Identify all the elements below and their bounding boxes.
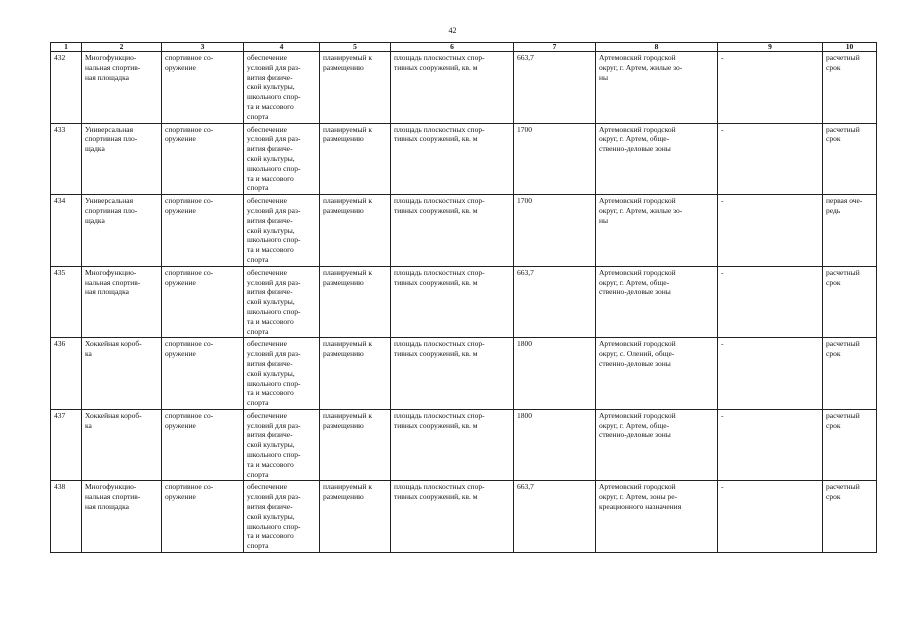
table-cell: Хоккейная короб- ка bbox=[82, 409, 162, 481]
table-cell: спортивное со- оружение bbox=[162, 123, 244, 195]
table-cell: Многофункцио- нальная спортив- ная площадка bbox=[82, 52, 162, 124]
table-cell: планируемый к размещению bbox=[320, 266, 391, 338]
table-cell: Артемовский городской округ, г. Артем, зоны ре- креационного назначения bbox=[596, 481, 718, 553]
table-cell: Артемовский городской округ, г. Артем, жилые зо- ны bbox=[596, 52, 718, 124]
table-cell: Многофункцио- нальная спортив- ная площадка bbox=[82, 481, 162, 553]
table-row bbox=[51, 195, 877, 267]
column-header: 6 bbox=[391, 43, 514, 52]
table-cell: Артемовский городской округ, г. Артем, обще- ственно-деловые зоны bbox=[596, 266, 718, 338]
table-cell: Артемовский городской округ, г. Артем, обще- ственно-деловые зоны bbox=[596, 409, 718, 481]
table-cell: 437 bbox=[51, 409, 82, 481]
table-cell: 1700 bbox=[514, 195, 596, 267]
column-header: 2 bbox=[82, 43, 162, 52]
table-cell: 663,7 bbox=[514, 266, 596, 338]
table-cell: 435 bbox=[51, 266, 82, 338]
column-header: 7 bbox=[514, 43, 596, 52]
table-cell: расчетный срок bbox=[823, 52, 877, 124]
table-cell: 1800 bbox=[514, 409, 596, 481]
table-cell: площадь плоскостных спор- тивных сооружений, кв. м bbox=[391, 52, 514, 124]
table-cell: 432 bbox=[51, 52, 82, 124]
table-row bbox=[51, 123, 877, 195]
table-cell: - bbox=[718, 409, 823, 481]
page-number: 42 bbox=[448, 26, 457, 35]
table-cell: 663,7 bbox=[514, 52, 596, 124]
table-row bbox=[51, 52, 877, 124]
table-cell: площадь плоскостных спор- тивных сооружений, кв. м bbox=[391, 338, 514, 410]
table-cell: площадь плоскостных спор- тивных сооружений, кв. м bbox=[391, 481, 514, 553]
table-cell: Артемовский городской округ, г. Артем, обще- ственно-деловые зоны bbox=[596, 123, 718, 195]
table-cell: расчетный срок bbox=[823, 409, 877, 481]
table-row bbox=[51, 481, 877, 553]
table-cell: - bbox=[718, 338, 823, 410]
table-cell: спортивное со- оружение bbox=[162, 266, 244, 338]
table-cell: планируемый к размещению bbox=[320, 481, 391, 553]
column-header: 1 bbox=[51, 43, 82, 52]
table-cell: расчетный срок bbox=[823, 123, 877, 195]
table-cell: обеспечение условий для раз- вития физиче- ской культуры, школьного спор- та и массового спорта bbox=[244, 409, 320, 481]
column-header: 10 bbox=[823, 43, 877, 52]
column-header: 9 bbox=[718, 43, 823, 52]
column-header: 3 bbox=[162, 43, 244, 52]
table-cell: планируемый к размещению bbox=[320, 409, 391, 481]
table-cell: площадь плоскостных спор- тивных сооружений, кв. м bbox=[391, 195, 514, 267]
table-cell: - bbox=[718, 52, 823, 124]
table-cell: 438 bbox=[51, 481, 82, 553]
table-cell: спортивное со- оружение bbox=[162, 481, 244, 553]
document-table bbox=[50, 42, 877, 553]
table-cell: площадь плоскостных спор- тивных сооружений, кв. м bbox=[391, 409, 514, 481]
table-cell: расчетный срок bbox=[823, 481, 877, 553]
table-cell: обеспечение условий для раз- вития физиче- ской культуры, школьного спор- та и массового спорта bbox=[244, 266, 320, 338]
table-cell: 436 bbox=[51, 338, 82, 410]
table-cell: планируемый к размещению bbox=[320, 338, 391, 410]
table-cell: обеспечение условий для раз- вития физиче- ской культуры, школьного спор- та и массового спорта bbox=[244, 338, 320, 410]
column-header: 4 bbox=[244, 43, 320, 52]
table-cell: площадь плоскостных спор- тивных сооружений, кв. м bbox=[391, 266, 514, 338]
table-cell: обеспечение условий для раз- вития физиче- ской культуры, школьного спор- та и массового спорта bbox=[244, 481, 320, 553]
table-cell: 663,7 bbox=[514, 481, 596, 553]
table-cell: Артемовский городской округ, с. Олений, обще- ственно-деловые зоны bbox=[596, 338, 718, 410]
table-cell: спортивное со- оружение bbox=[162, 52, 244, 124]
table-cell: первая оче- редь bbox=[823, 195, 877, 267]
table-cell: 434 bbox=[51, 195, 82, 267]
table-row bbox=[51, 409, 877, 481]
column-header: 5 bbox=[320, 43, 391, 52]
table-cell: - bbox=[718, 481, 823, 553]
table-cell: площадь плоскостных спор- тивных сооружений, кв. м bbox=[391, 123, 514, 195]
table-cell: - bbox=[718, 195, 823, 267]
table-cell: планируемый к размещению bbox=[320, 52, 391, 124]
table-cell: спортивное со- оружение bbox=[162, 195, 244, 267]
table-cell: Универсальная спортивная пло- щадка bbox=[82, 195, 162, 267]
table-cell: Артемовский городской округ, г. Артем, жилые зо- ны bbox=[596, 195, 718, 267]
table-cell: спортивное со- оружение bbox=[162, 338, 244, 410]
table-cell: 1800 bbox=[514, 338, 596, 410]
table-cell: расчетный срок bbox=[823, 338, 877, 410]
table-cell: расчетный срок bbox=[823, 266, 877, 338]
table-cell: 433 bbox=[51, 123, 82, 195]
table-cell: 1700 bbox=[514, 123, 596, 195]
table-row bbox=[51, 338, 877, 410]
table-cell: планируемый к размещению bbox=[320, 195, 391, 267]
table-header-row bbox=[51, 43, 877, 52]
table-cell: спортивное со- оружение bbox=[162, 409, 244, 481]
table-cell: Универсальная спортивная пло- щадка bbox=[82, 123, 162, 195]
table-cell: планируемый к размещению bbox=[320, 123, 391, 195]
table-cell: обеспечение условий для раз- вития физиче- ской культуры, школьного спор- та и массового спорта bbox=[244, 123, 320, 195]
table-cell: обеспечение условий для раз- вития физиче- ской культуры, школьного спор- та и массового спорта bbox=[244, 195, 320, 267]
table-cell: - bbox=[718, 266, 823, 338]
column-header: 8 bbox=[596, 43, 718, 52]
table-cell: Хоккейная короб- ка bbox=[82, 338, 162, 410]
table-cell: Многофункцио- нальная спортив- ная площадка bbox=[82, 266, 162, 338]
table-row bbox=[51, 266, 877, 338]
table-cell: обеспечение условий для раз- вития физиче- ской культуры, школьного спор- та и массового спорта bbox=[244, 52, 320, 124]
table-cell: - bbox=[718, 123, 823, 195]
